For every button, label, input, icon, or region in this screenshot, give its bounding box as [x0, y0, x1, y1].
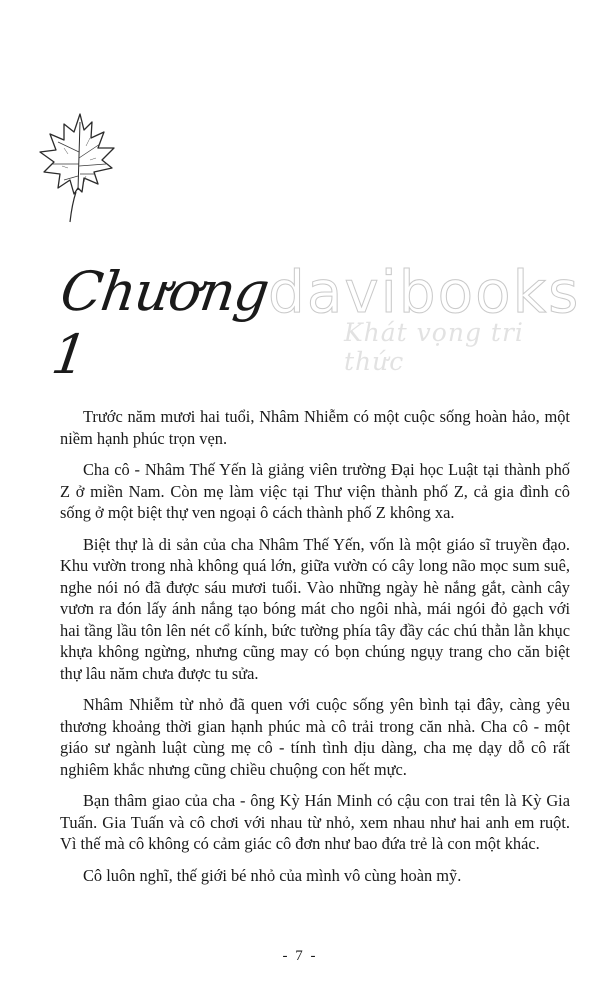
- chapter-heading: Chương 1: [47, 260, 273, 386]
- paragraph: Trước năm mươi hai tuổi, Nhâm Nhiễm có một cuộc sống hoàn hảo, một niềm hạnh phúc trọn vẹn.: [60, 407, 570, 448]
- watermark: [268, 258, 581, 376]
- page-number: - 7 -: [282, 948, 318, 964]
- paragraph: Nhâm Nhiễm từ nhỏ đã quen với cuộc sống yên bình tại đây, càng yêu thương khoảng thời gian hạnh phúc mà cô trải trong căn nhà. Cha cô - một giáo sư ngành luật cùng mẹ cô - tính tình dịu dàng, cha mẹ dạy dỗ cô rất nghiêm khắc nhưng cũng chiều chuộng con hết mực.: [60, 695, 570, 779]
- paragraph: Cô luôn nghĩ, thế giới bé nhỏ của mình vô cùng hoàn mỹ.: [83, 865, 462, 885]
- paragraph: Biệt thự là di sản của cha Nhâm Thế Yến, vốn là một giáo sĩ truyền đạo. Khu vườn trong nhà không quá lớn, giữa vườn có cây long não mọc sum suê, nghe nói nó đã được sáu mươi tuổi. Vào những ngày hè nắng gắt, cành cây vươn ra đón lấy ánh nắng tạo bóng mát cho ngôi nhà, mái ngói đỏ gạch với hai tầng lầu tôn lên nét cổ kính, bức tường phía tây đầy các chú thằn lằn khục khựa không ngừng, nhưng cũng may có bọn chúng ngụy trang cho căn biệt thự lâu năm chưa được tu sửa.: [60, 534, 570, 683]
- watermark-tagline: Khát vọng tri thức: [344, 318, 524, 376]
- paragraph: Cha cô - Nhâm Thế Yến là giảng viên trường Đại học Luật tại thành phố Z ở miền Nam. Còn mẹ làm việc tại Thư viện thành phố Z, cả gia đình cô sống ở một biệt thự ven ngoại ô cách thành phố Z không xa.: [60, 460, 570, 522]
- chapter-body: [60, 406, 570, 896]
- paragraph: Bạn thâm giao của cha - ông Kỳ Hán Minh có cậu con trai tên là Kỳ Gia Tuấn. Gia Tuấn và cô chơi với nhau từ nhỏ, xem nhau như hai anh em ruột. Vì thế mà cô không có cảm giác cô đơn như bao đứa trẻ là con một khác.: [60, 791, 570, 853]
- watermark-brand: davibooks: [268, 258, 581, 326]
- maple-leaf-icon: [34, 108, 124, 228]
